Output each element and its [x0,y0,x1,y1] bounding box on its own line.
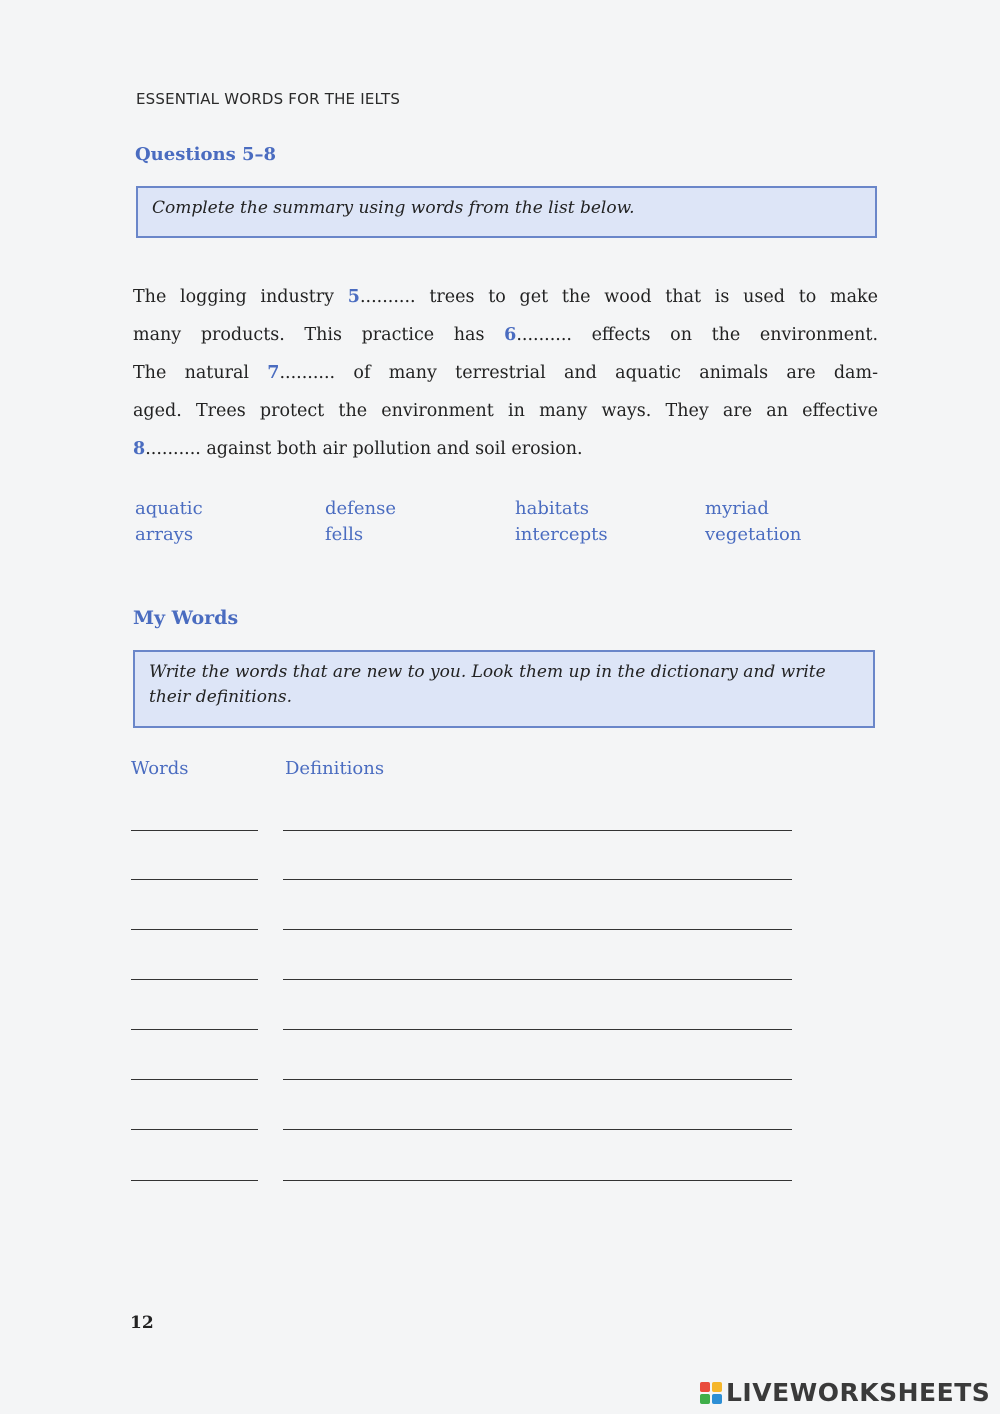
answer-blank-7[interactable]: .......... of many terrestrial and aquatic animals are dam- [279,363,879,383]
word-bank-item: arrays [135,524,194,545]
questions-title: Questions 5–8 [135,144,277,165]
definition-line[interactable] [283,879,792,880]
summary-line: The natural 7.......... of many terrestrial and aquatic animals are dam- [133,363,879,383]
questions-instruction-box [136,186,877,238]
summary-line: many products. This practice has 6.......... effects on the environment. [133,325,879,345]
question-8-number: 8 [133,439,146,459]
question-5-number: 5 [347,287,360,307]
word-bank-item: habitats [515,498,590,519]
my-words-instruction: Write the words that are new to you. Look them up in the dictionary and write their definitions. [149,662,826,707]
liveworksheets-logo-icon [700,1382,722,1404]
definition-line[interactable] [283,1029,792,1030]
definitions-column-header: Definitions [285,758,385,779]
answer-blank-5[interactable]: .......... trees to get the wood that is used to make [359,287,879,307]
my-words-title: My Words [133,607,239,629]
word-bank-row [135,524,895,550]
definition-line[interactable] [283,929,792,930]
summary-paragraph [133,278,878,468]
page-number: 12 [130,1313,154,1333]
word-line[interactable] [131,830,258,831]
word-bank [135,498,895,550]
words-column-header: Words [131,758,189,779]
word-line[interactable] [131,1029,258,1030]
answer-blank-8[interactable]: .......... against both air pollution and soil erosion. [145,439,583,459]
word-bank-row [135,498,895,524]
word-line[interactable] [131,1180,258,1181]
word-line[interactable] [131,979,258,980]
word-line[interactable] [131,879,258,880]
summary-line: aged. Trees protect the environment in many ways. They are an effective [133,401,878,421]
word-bank-item: defense [325,498,396,519]
word-bank-item: myriad [705,498,769,519]
definition-line[interactable] [283,979,792,980]
definition-line[interactable] [283,1180,792,1181]
question-6-number: 6 [504,325,517,345]
word-line[interactable] [131,929,258,930]
word-bank-item: intercepts [515,524,608,545]
word-bank-item: fells [325,524,364,545]
liveworksheets-logo-text: LIVEWORKSHEETS [726,1378,991,1407]
word-bank-item: vegetation [705,524,802,545]
word-line[interactable] [131,1079,258,1080]
definition-line[interactable] [283,1079,792,1080]
answer-blank-6[interactable]: .......... effects on the environment. [516,325,879,345]
word-line[interactable] [131,1129,258,1130]
questions-instruction: Complete the summary using words from the list below. [152,198,635,218]
word-bank-item: aquatic [135,498,203,519]
my-words-instruction-box [133,650,875,728]
summary-line [133,430,878,468]
liveworksheets-logo [700,1378,990,1407]
question-7-number: 7 [267,363,280,383]
summary-line: The logging industry 5.......... trees to get the wood that is used to make [133,287,879,307]
definition-line[interactable] [283,1129,792,1130]
book-header: ESSENTIAL WORDS FOR THE IELTS [136,90,401,108]
definition-line[interactable] [283,830,792,831]
